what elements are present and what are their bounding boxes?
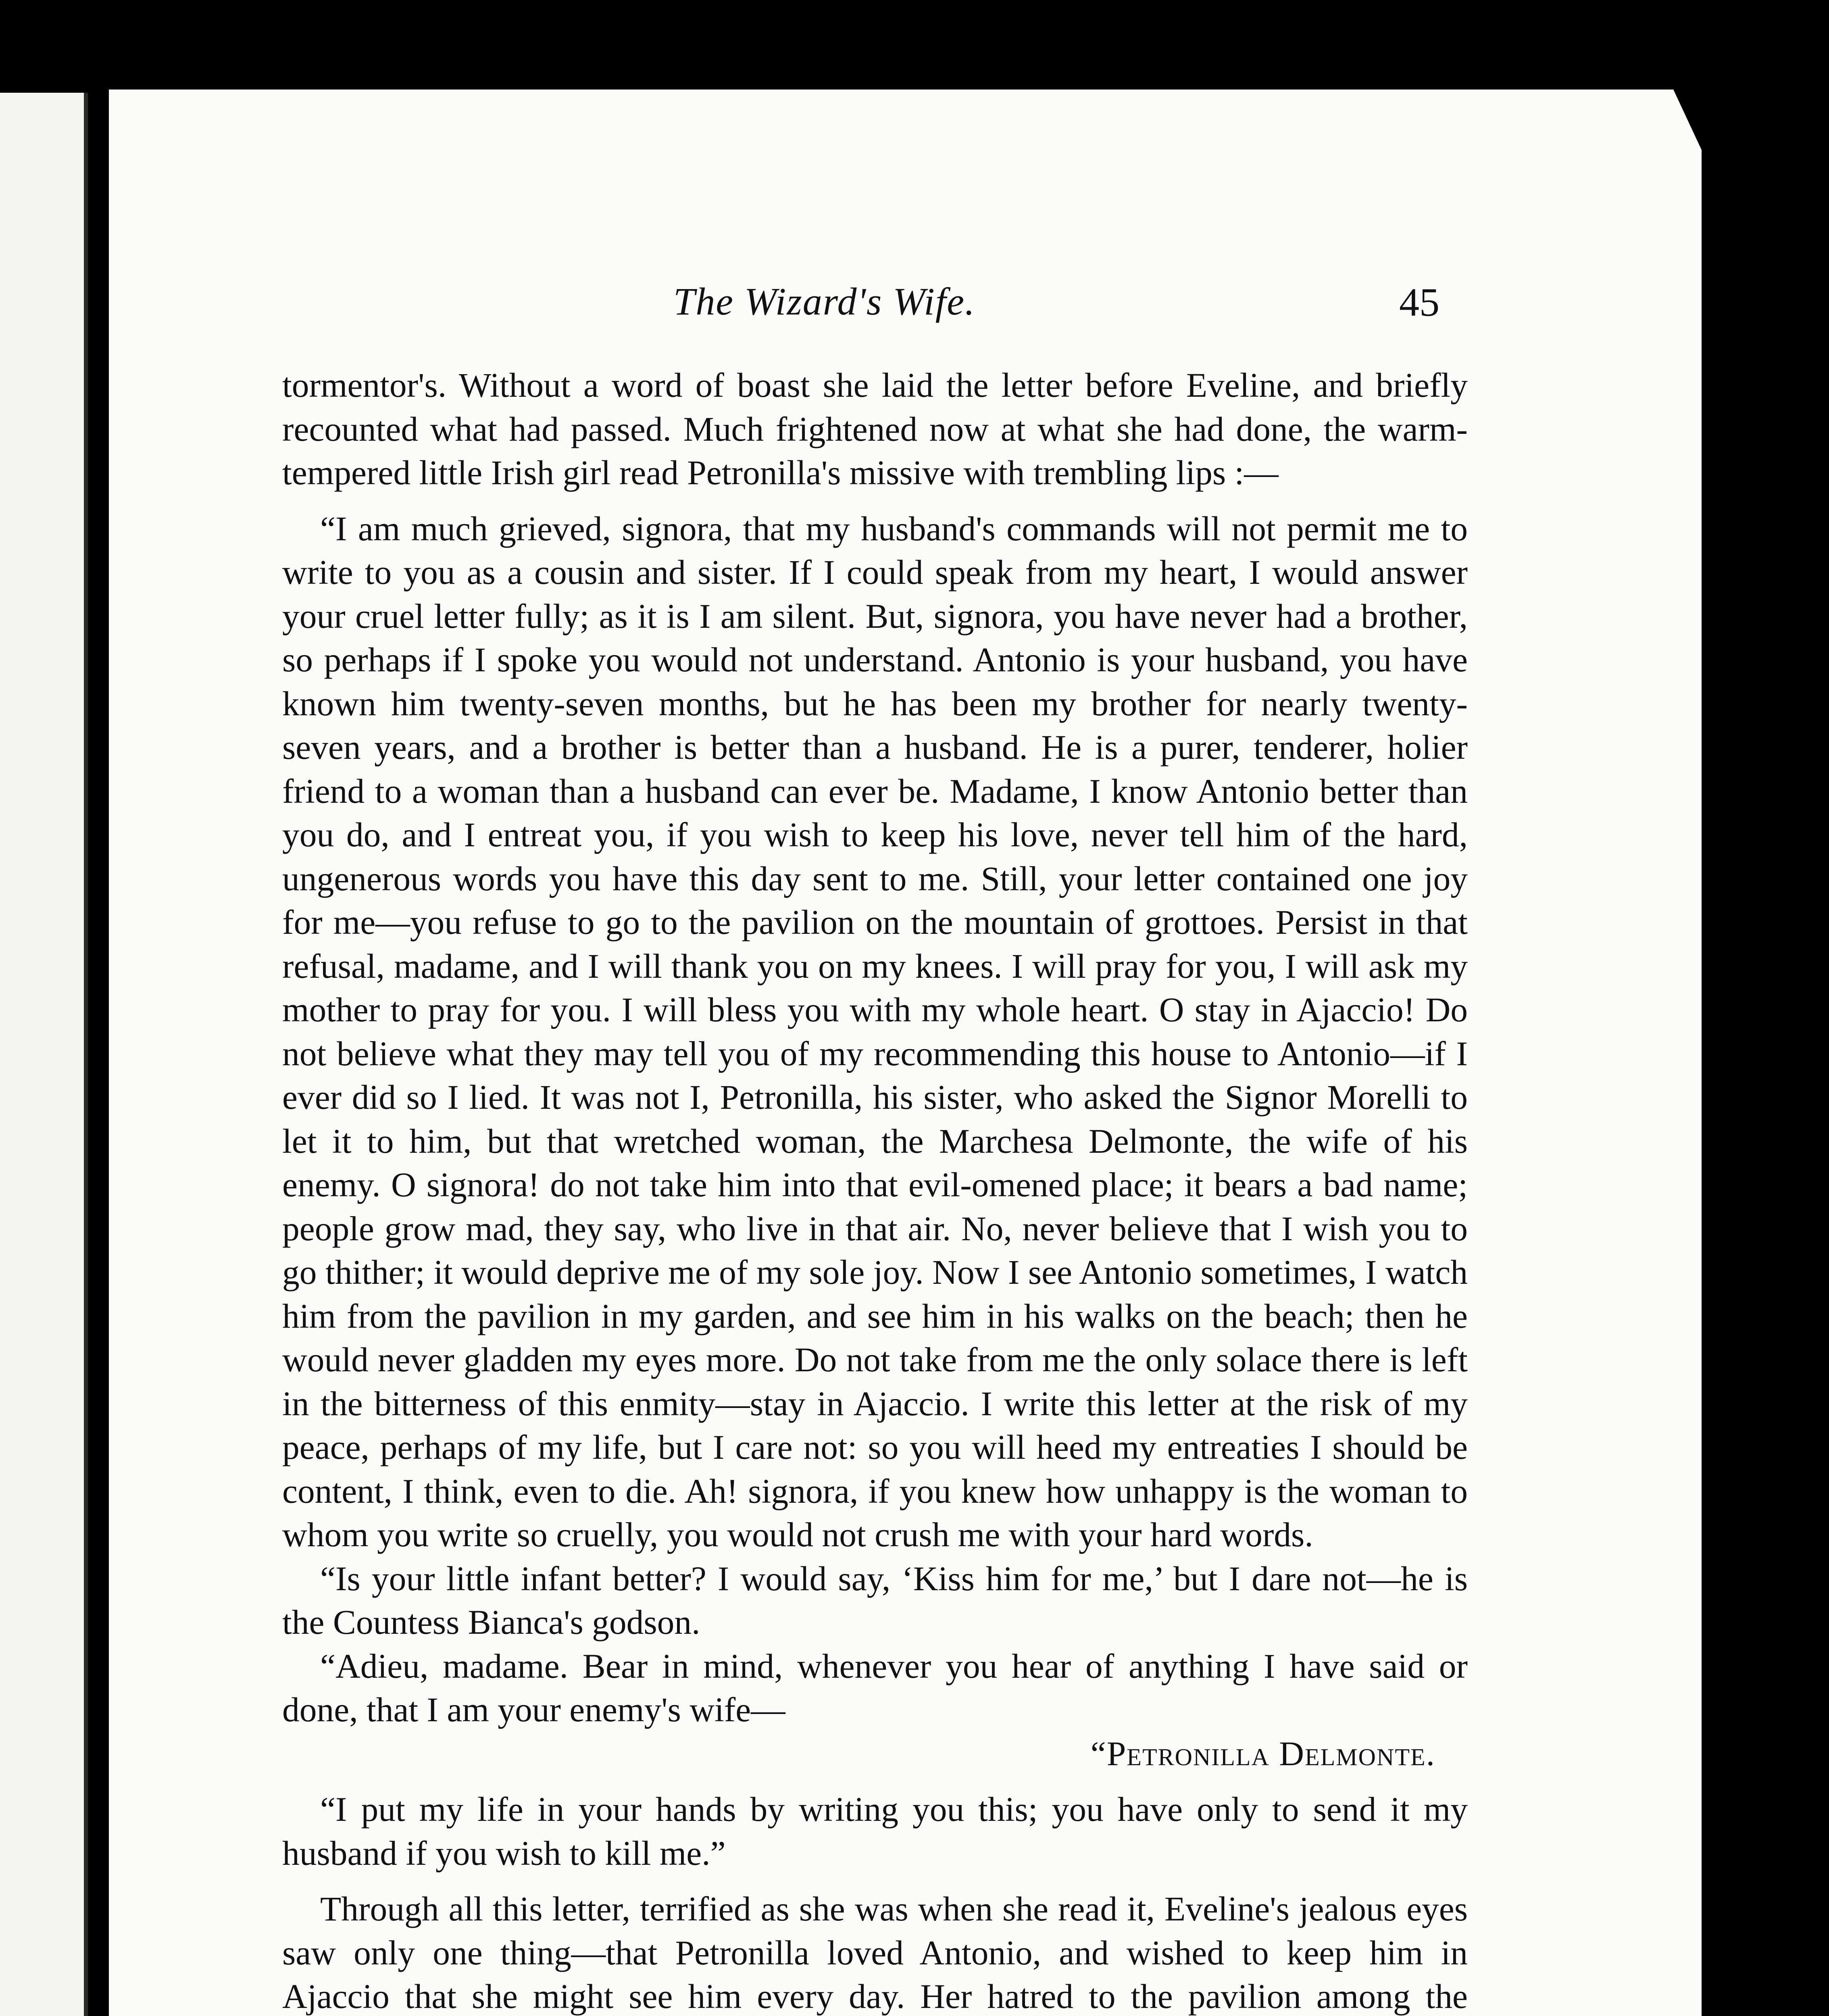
paragraph: tormentor's. Without a word of boast she laid the letter before Eveline, and briefly recounted what had passed. Much frightened now at what she had done, the warm-tempered little Irish girl read Petronilla's missive with trembling lips :— <box>282 367 1468 492</box>
page-number: 45 <box>1399 280 1439 325</box>
letter-paragraph: “I am much grieved, signora, that my husband's commands will not permit me to write to you as a cousin and sister. If I could speak from my heart, I would answer your cruel letter fully; as it is I am silent. But, signora, you have never had a brother, so perhaps if I spoke you would not understand. Antonio is your husband, you have known him twenty-seven months, but he has been my brother for nearly twenty-seven years, and a brother is better than a husband. He is a purer, tenderer, holier friend to a woman than a husband can ever be. Madame, I know Antonio better than you do, and I entreat you, if you wish to keep his love, never tell him of the hard, ungenerous words you have this day sent to me. Still, your letter contained one joy for me—you refuse to go to the pavilion on the mountain of grottoes. Persist in that refusal, madame, and I will thank you on my knees. I will pray for you, I will ask my mother to pray for you. I will bless you with my whole heart. O stay in Ajaccio! Do not believe what they may tell you of my recommending this house to Antonio—if I ever did so I lied. It was not I, Petronilla, his sister, who asked the Signor Morelli to let it to him, but that wretched woman, the Marchesa Delmonte, the wife of his enemy. O signora! do not take him into that evil-omened place; it bears a bad name; people grow mad, they say, who live in that air. No, never believe that I wish you to go thither; it would deprive me of my sole joy. Now I see Antonio sometimes, I watch him from the pavilion in my garden, and see him in his walks on the beach; then he would never gladden my eyes more. Do not take from me the only solace there is left in the bitterness of this enmity—stay in Ajaccio. I write this letter at the risk of my peace, perhaps of my life, but I care not: so you will heed my entreaties I should be content, I think, even to die. Ah! signora, if you knew how unhappy is the woman to whom you write so cruelly, you would not crush me with your hard words. <box>282 510 1468 1554</box>
running-title: The Wizard's Wife. <box>673 280 976 323</box>
postscript: “I put my life in your hands by writing you this; you have only to send it my husband if you wish to kill me.” <box>282 1791 1468 1872</box>
running-header <box>109 279 1702 339</box>
body-text <box>282 364 1468 2016</box>
closing-paragraph: Through all this letter, terrified as she was when she read it, Eveline's jealous eyes saw only one thing—that Petronilla loved Antonio, and wished to keep him in Ajaccio that she might see him every day. Her hatred to the pavilion among the <box>282 1890 1468 2016</box>
book-page <box>109 90 1702 2016</box>
letter-paragraph: “Adieu, madame. Bear in mind, whenever you hear of anything I have said or done, that I am your enemy's wife— <box>282 1647 1468 1729</box>
page-corner <box>1673 90 1702 150</box>
letter-signature: “Petronilla Delmonte. <box>1090 1735 1435 1773</box>
letter-paragraph: “Is your little infant better? I would say, ‘Kiss him for me,’ but I dare not—he is the Countess Bianca's godson. <box>282 1560 1468 1641</box>
previous-page-edge <box>0 93 88 2016</box>
